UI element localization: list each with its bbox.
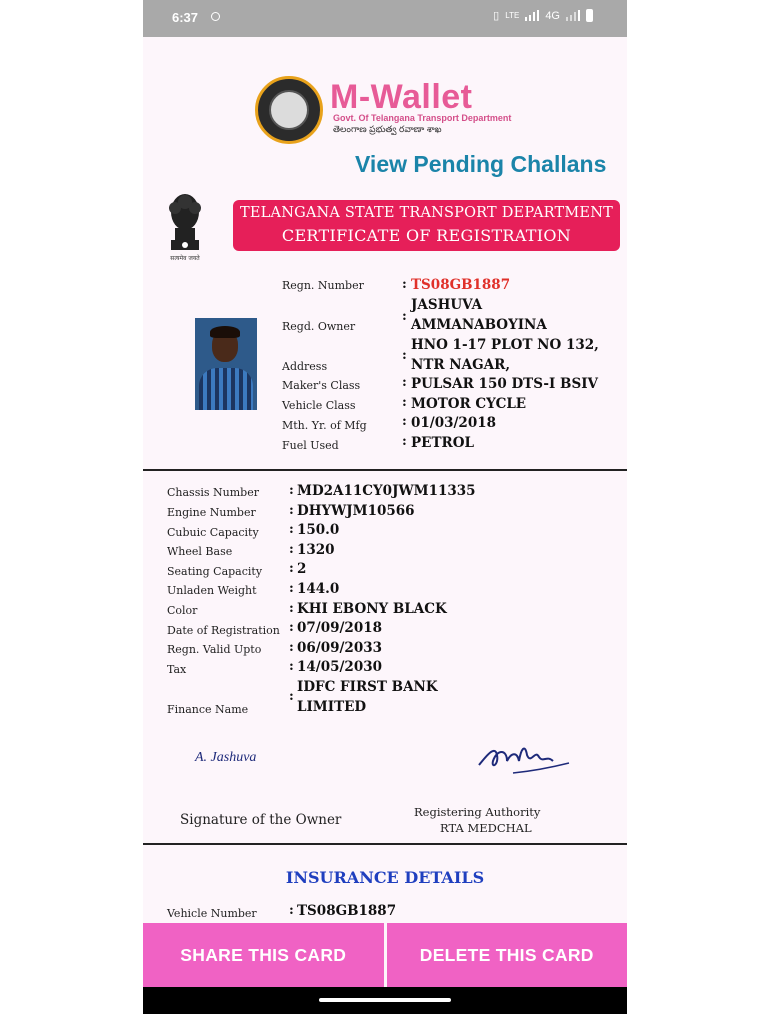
authority-signature [473, 735, 573, 780]
authority-caption: Registering Authority [414, 805, 541, 819]
view-pending-challans-link[interactable]: View Pending Challans [355, 151, 607, 177]
detail-value: 14/05/2030 [297, 659, 383, 675]
mfg-value: 01/03/2018 [411, 415, 497, 431]
detail-value: 06/09/2033 [297, 640, 383, 656]
owner-name-line1: JASHUVA [411, 297, 483, 313]
makers-class-value: PULSAR 150 DTS-I BSIV [411, 376, 599, 392]
finance-label: Finance Name [167, 703, 249, 716]
detail-value: 07/09/2018 [297, 620, 383, 636]
detail-value: 1320 [297, 542, 335, 558]
vehicle-class-label: Vehicle Class [282, 399, 356, 412]
owner-label: Regd. Owner [282, 320, 356, 333]
fuel-label: Fuel Used [282, 439, 339, 452]
battery-icon [586, 9, 593, 22]
owner-name-line2: AMMANABOYINA [411, 317, 547, 333]
volte-icon: LTE [505, 11, 520, 20]
delete-card-button[interactable]: DELETE THIS CARD [387, 923, 628, 987]
owner-signature-caption: Signature of the Owner [180, 812, 342, 828]
insurance-title: INSURANCE DETAILS [285, 868, 485, 887]
detail-value: KHI EBONY BLACK [297, 601, 447, 617]
detail-label: Chassis Number [167, 486, 259, 499]
fuel-value: PETROL [411, 435, 474, 451]
insurance-vehicle-label: Vehicle Number [167, 907, 257, 920]
address-label: Address [282, 360, 328, 373]
finance-line1: IDFC FIRST BANK [297, 679, 438, 695]
signal-icon [525, 10, 539, 21]
phone-screen: 6:37 ▯ LTE 4G M-Wallet Govt. Of Telangana Transport Department తెలంగాణ ప్రభుత్వ రవాణా శాఖ View Pending Challans सत्यमेव जयते TELANGANA STATE TRANSPORT DEPARTMENT CERTIFICATE OF REGISTRATION Regn. Number : TS08GB1887 Regd. Owner : JASHUVA AMMANABOYINA Address : HNO 1-17 PLOT NO 132, NTR NAGAR, Maker's Class : PULSAR 150 DTS-I BSIV Vehicle Class : MOTOR CYCLE Mth. Yr. of Mfg : 01/03/2018 Fuel Used : PETROL Chassis Number : MD2A11CY0JWM11335 Engine Number : DHYWJM10566 Cubuic Capacity : 150.0 Wheel Base : 1320 Seating Capacity : 2 Unladen Weight : 144.0 Color : KHI EBONY BLACK Date of Registration : 07/09/2018 Regn. Valid Upto : 06/09/2033 Tax : 14/05/2030 Finance Name : IDFC FIRST BANK LIMITED A. Jashuva Signature of the Owner Registering Authority RTA MEDCHAL INSURANCE DETAILS Vehicle Number : TS08GB1887 SHARE THIS CARD DELETE THIS CARD [143, 0, 627, 1014]
authority-office: RTA MEDCHAL [440, 821, 532, 835]
owner-signature: A. Jashuva [195, 750, 257, 765]
detail-label: Wheel Base [167, 545, 233, 558]
detail-label: Color [167, 604, 198, 617]
banner-dept: TELANGANA STATE TRANSPORT DEPARTMENT [240, 205, 613, 221]
detail-label: Regn. Valid Upto [167, 643, 262, 656]
detail-value: 2 [297, 561, 307, 577]
detail-label: Cubuic Capacity [167, 526, 259, 539]
app-name: M-Wallet [330, 78, 473, 116]
share-card-button[interactable]: SHARE THIS CARD [143, 923, 384, 987]
detail-label: Tax [167, 663, 187, 676]
detail-label: Seating Capacity [167, 565, 263, 578]
makers-class-label: Maker's Class [282, 379, 361, 392]
status-time: 6:37 [172, 10, 199, 25]
detail-label: Engine Number [167, 506, 256, 519]
divider [143, 469, 627, 471]
detail-label: Unladen Weight [167, 584, 257, 597]
status-right-icons [493, 9, 593, 22]
detail-label: Date of Registration [167, 624, 280, 637]
vibrate-icon: ▯ [493, 10, 500, 22]
divider [143, 843, 627, 845]
mfg-label: Mth. Yr. of Mfg [282, 419, 367, 432]
owner-photo [195, 318, 257, 410]
home-gesture-handle[interactable] [319, 998, 451, 1002]
network-type: 4G [545, 9, 560, 22]
certificate-banner [233, 200, 620, 251]
detail-value: 144.0 [297, 581, 340, 597]
banner-title: CERTIFICATE OF REGISTRATION [281, 226, 572, 245]
address-line2: NTR NAGAR, [411, 357, 511, 373]
emblem-caption: सत्यमेव जयते [170, 255, 200, 262]
vehicle-class-value: MOTOR CYCLE [411, 396, 527, 412]
signal-2-icon [566, 10, 580, 21]
regn-number-label: Regn. Number [282, 279, 364, 292]
detail-value: 150.0 [297, 522, 340, 538]
national-emblem-icon [163, 190, 207, 260]
navigation-bar [143, 987, 627, 1014]
detail-value: DHYWJM10566 [297, 503, 415, 519]
insurance-vehicle-value: TS08GB1887 [297, 903, 397, 919]
app-subtitle-telugu: తెలంగాణ ప్రభుత్వ రవాణా శాఖ [333, 124, 442, 134]
address-line1: HNO 1-17 PLOT NO 132, [411, 337, 599, 353]
app-subtitle: Govt. Of Telangana Transport Department [333, 113, 512, 123]
regn-number-value: TS08GB1887 [411, 277, 511, 293]
detail-value: MD2A11CY0JWM11335 [297, 483, 476, 499]
status-notification-icon [211, 12, 220, 21]
finance-line2: LIMITED [297, 699, 367, 715]
status-bar [143, 0, 627, 37]
transport-dept-logo [255, 76, 323, 144]
action-bar [143, 923, 627, 987]
